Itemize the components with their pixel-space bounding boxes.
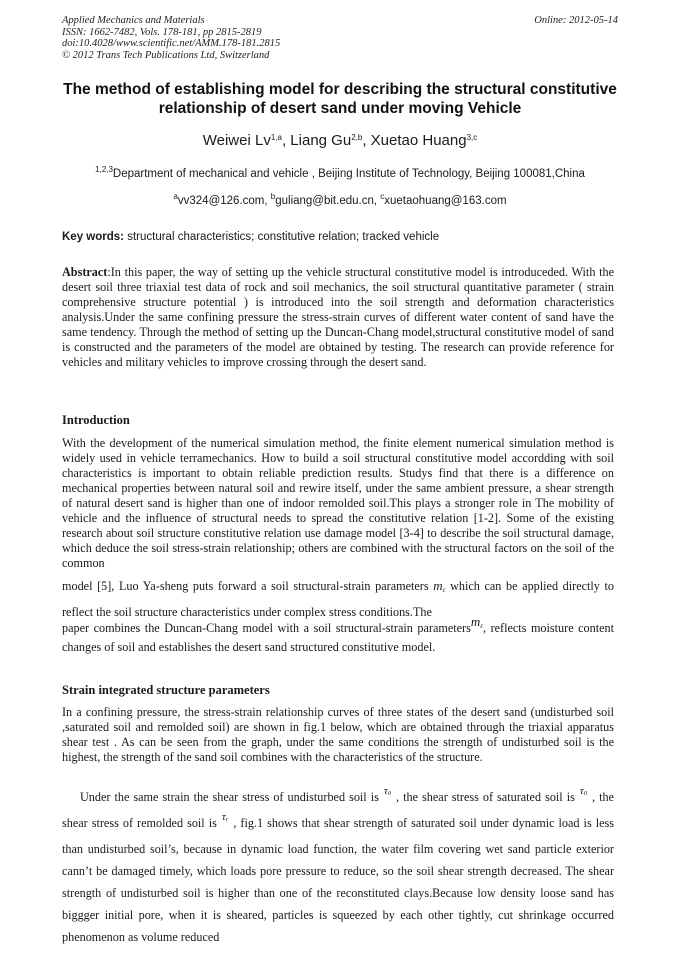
- email-address[interactable]: xuetaohuang@163.com: [384, 195, 507, 207]
- introduction-paragraph: [62, 575, 614, 623]
- introduction-paragraph: [62, 614, 614, 655]
- email-sup: b: [270, 192, 276, 201]
- journal-header: [62, 15, 618, 61]
- email-address[interactable]: guliang@bit.edu.cn: [275, 195, 374, 207]
- strain-parameter-symbol: [471, 614, 483, 629]
- symbol-tau: τ: [579, 785, 584, 797]
- introduction-paragraph: With the development of the numerical simulation method, the finite element numerical simulation method is widely used in vehicle terramechanics. How to build a soil structural constitutive model accordding with soil characteristics is important to obtain reliable prediction results. Studys find that there is a difference on mechanical properties between natural soil and rewire itself, under the same ambient pressure, a shear strength of natural desert sand is higher than one of indoor remolded soil.This plays a stronger role in The mobility of vehicle and the influence of structural needs to spread the constitutive relation [1-2]. Some of the existing research about soil structure constitutive relation use damage model [3-4] to describe the soil structural damage, which deduce the soil stress-strain relationship; others are combined with the structural factors on the soil of the common: [62, 436, 614, 570]
- text-run: paper combines the Duncan-Chang model with a soil structural-strain parameters: [62, 621, 471, 635]
- paper-title: The method of establishing model for describing the structural constitutive relationship of desert sand under moving Vehicle: [63, 81, 617, 117]
- text-run: , the shear stress of remolded soil is: [62, 790, 614, 830]
- strain-parameter-symbol: [433, 578, 445, 593]
- email-sup: a: [173, 192, 178, 201]
- symbol-sub: r: [225, 816, 229, 823]
- copyright-line: © 2012 Trans Tech Publications Ltd, Switzerland: [62, 49, 270, 61]
- abstract-text: :In this paper, the way of setting up the vehicle structural constitutive model is introduceded. With the desert soil three triaxial test data of rock and soil mechanics, the soil structural quantitative parameter ( strain comprehensive structure potential ) is introduced into the soil strength and deformation characteristics analysis.Under the same confining pressure the stress-strain curves of different water content of sand have the same tendency. Through the method of setting up the Duncan-Chang model,structural constitutive model of sand is constructed and the parameters of the model are obtained by testing. The research can provide reference for vehicles and military vehicles to improve crossing through the desert sand.: [62, 265, 614, 369]
- author-list: Weiwei Lv$^{1,a}$, Liang Gu$^{2,b}$, Xuetao Huang$^{3,c}$: [202, 132, 478, 149]
- journal-name: Applied Mechanics and Materials: [62, 15, 205, 26]
- author-name: Liang Gu: [290, 132, 352, 149]
- email-sup: c: [380, 192, 385, 201]
- affiliation: [62, 166, 618, 182]
- symbol-m: m: [470, 614, 481, 629]
- symbol-m: m: [433, 578, 443, 593]
- tau-saturated-symbol: [575, 785, 592, 797]
- online-date: Online: 2012-05-14: [534, 15, 618, 26]
- abstract-label: Abstract: [62, 265, 108, 279]
- symbol-tau: τ: [383, 785, 388, 797]
- text-run: , reflects moisture content changes of soil and establishes the desert sand structured constitutive model.: [62, 621, 614, 654]
- introduction-heading: Introduction: [62, 413, 130, 427]
- symbol-sub: ε: [442, 586, 446, 594]
- affiliation-text: Department of mechanical and vehicle , Beijing Institute of Technology, Beijing 100081,China: [112, 168, 585, 180]
- author-sup: 1,a: [270, 133, 282, 142]
- strain-paragraph: [62, 786, 614, 948]
- abstract: [62, 265, 614, 370]
- text-run: model [5], Luo Ya-sheng puts forward a soil structural-strain parameters: [62, 579, 429, 593]
- email-address[interactable]: vv324@126.com: [177, 195, 265, 207]
- author-sup: 2,b: [351, 133, 363, 142]
- doi-line: doi:10.4028/www.scientific.net/AMM.178-181.2815: [62, 38, 281, 49]
- text-run: which can be applied directly to reflect the soil structure characteristics under complex stress conditions.The: [62, 579, 615, 619]
- symbol-sub: 0: [583, 790, 588, 797]
- issn-line: ISSN: 1662-7482, Vols. 178-181, pp 2815-2819: [62, 26, 262, 38]
- keywords: [62, 229, 618, 245]
- strain-section-heading: Strain integrated structure parameters: [62, 683, 270, 697]
- text-run: , fig.1 shows that shear strength of saturated soil under dynamic load is less than undisturbed soil’s, because in dynamic load function, the water film covering wet sand particle exterior cann’t be damaged timely, which loads pore pressure to reduce, so the soil shear strength decreased. The shear strength of undisturbed soil is higher than one of the reconstituted clays.Because low density loose sand has biggger initial pore, when it is sheared, particles is squeezed by each other tightly, cut shrinkage occurred phenomenon as volume reduced: [62, 816, 614, 944]
- symbol-tau: τ: [221, 811, 226, 823]
- email-list: $^a$vv324@126.com, $^b$guliang@bit.edu.cn, $^c$xuetaohuang@163.com: [173, 192, 507, 207]
- tau-undisturbed-symbol: [379, 785, 396, 797]
- affiliation-sup: 1,2,3: [95, 165, 113, 174]
- text-run: Under the same strain the shear stress of undisturbed soil is: [80, 790, 379, 804]
- keywords-text: structural characteristics; constitutive relation; tracked vehicle: [127, 231, 440, 243]
- author-name: Xuetao Huang: [370, 132, 467, 149]
- strain-paragraph: In a confining pressure, the stress-strain relationship curves of three states of the desert sand (undisturbed soil ,saturated soil and remolded soil) are shown in fig.1 below, which are obtained through the triaxial apparatus shear test . As can be seen from the graph, under the same conditions the strength of undisturbed soil is the highest, the strength of the sand soil combines with the characteristics of the structure.: [62, 705, 614, 764]
- author-sup: 3,c: [466, 133, 478, 142]
- symbol-sub: ε: [480, 622, 484, 630]
- tau-remolded-symbol: [217, 811, 233, 823]
- author-name: Weiwei Lv: [202, 132, 271, 149]
- text-run: , the shear stress of saturated soil is: [396, 790, 575, 804]
- symbol-sub: 0: [387, 790, 392, 797]
- keywords-label: Key words:: [62, 231, 124, 243]
